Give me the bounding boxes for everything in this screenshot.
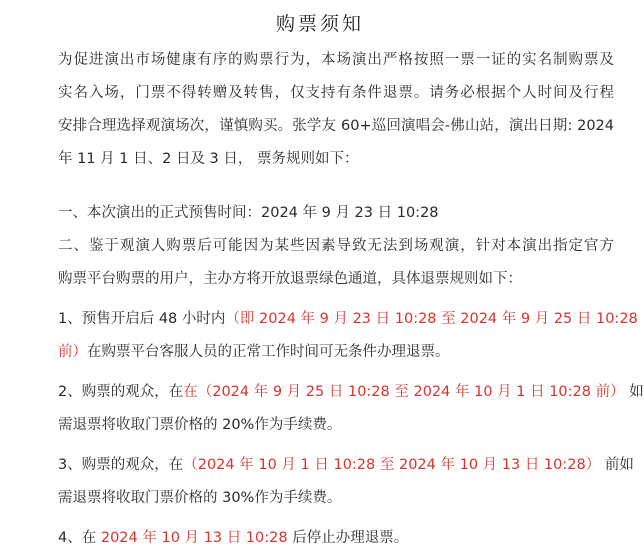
- rule-line: [58, 449, 634, 482]
- rule-line: [58, 336, 614, 369]
- rule-highlight-date: （2024 年 10 月 1 日 10:28 至 2024 年 10 月 13 日 10:28）: [183, 457, 601, 473]
- rule-text: 3、购票的观众，在: [58, 457, 184, 473]
- intro-line: 安排合理选择观演场次，谨慎购买。张学友 60+巡回演唱会-佛山站，演出日期: 2024: [58, 118, 614, 134]
- intro-paragraph: [58, 44, 614, 176]
- page-title: 购票须知: [275, 13, 364, 35]
- rule-text: 后停止办理退票。: [292, 530, 409, 546]
- refund-rule-2: [58, 376, 644, 442]
- rule-text: 前如: [604, 457, 634, 473]
- rule-highlight-date: 前）: [58, 344, 87, 360]
- presale-time-item: [58, 197, 614, 230]
- rule-line: [58, 303, 638, 336]
- intro-line: 为促进演出市场健康有序的购票行为，本场演出严格按照一票一证的实名制购票及: [58, 52, 614, 68]
- rule-line: [58, 376, 644, 409]
- presale-time-text: 一、本次演出的正式预售时间：2024 年 9 月 23 日 10:28: [58, 205, 439, 221]
- intro-line: 实名入场，门票不得转赠及转售，仅支持有条件退票。请务必根据个人时间及行程: [58, 85, 614, 101]
- refund-rule-3: [58, 449, 634, 515]
- refund-intro-line: 购票平台购票的用户，主办方将开放退票绿色通道，具体退票规则如下：: [58, 271, 522, 287]
- refund-rule-4: [58, 522, 614, 555]
- rule-highlight-date: （即 2024 年 9 月 23 日 10:28 至 2024 年 9 月 25 日 10:28: [225, 311, 638, 327]
- rule-line: 需退票将收取门票价格的 30%作为手续费。: [58, 490, 342, 506]
- rule-text: 在购票平台客服人员的正常工作时间可无条件办理退票。: [87, 344, 450, 360]
- rule-line: 需退票将收取门票价格的 20%作为手续费。: [58, 417, 342, 433]
- rule-text: 如: [629, 384, 644, 400]
- rule-highlight-date: 2024 年 10 月 13 日 10:28: [100, 530, 288, 546]
- rule-text: 4、在: [58, 530, 97, 546]
- intro-line: 年 11 月 1 日、2 日及 3 日， 票务规则如下：: [58, 151, 359, 167]
- rule-text: 1、预售开启后 48 小时内: [58, 311, 226, 327]
- refund-intro-item: [58, 230, 614, 296]
- rule-text: 2、购票的观众，在: [58, 384, 184, 400]
- rule-highlight-date: 在（2024 年 9 月 25 日 10:28 至 2024 年 10 月 1 日 10:28 前）: [183, 384, 625, 400]
- refund-intro-line: 二、鉴于观演人购票后可能因为某些因素导致无法到场观演，针对本演出指定官方: [58, 238, 614, 254]
- rule-line: [58, 522, 614, 555]
- refund-rule-1: [58, 303, 638, 369]
